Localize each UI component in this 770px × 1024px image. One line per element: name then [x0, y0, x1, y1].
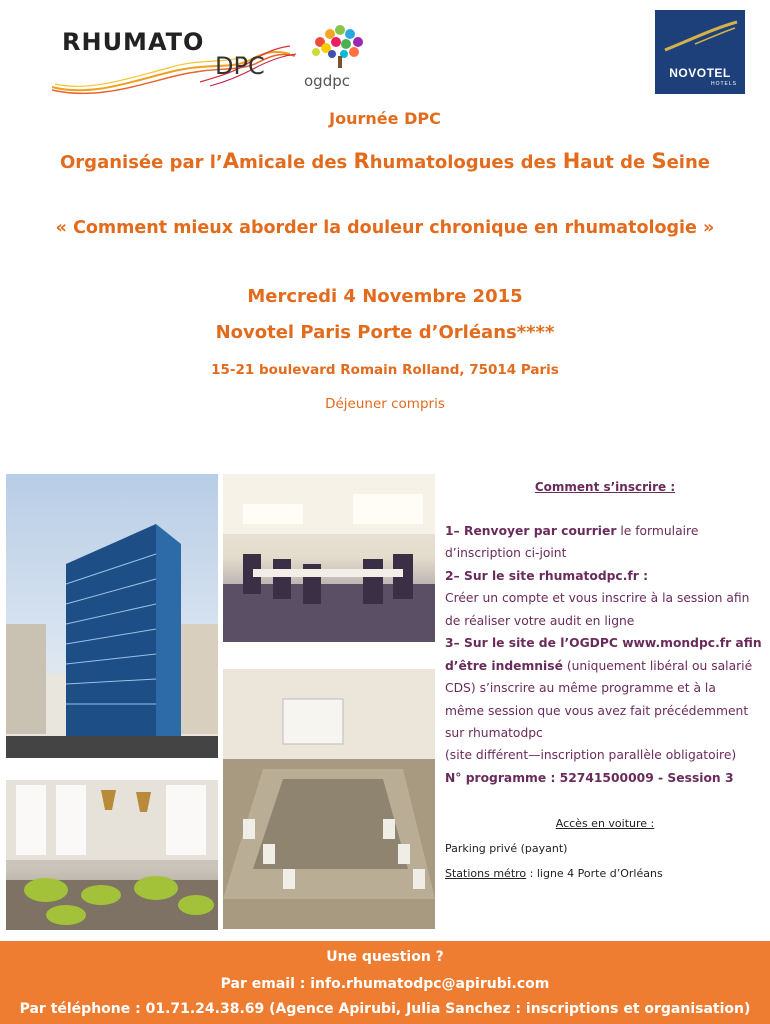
hotel-exterior-photo [6, 474, 218, 758]
registration-step-3-line4: même session que vous avez fait précédemment [445, 704, 749, 718]
ogdpc-label: ogdpc [304, 72, 350, 90]
registration-step-3-line3: CDS) s’inscrire au même programme et à la [445, 681, 716, 695]
rhumato-dpc-logo [50, 22, 300, 92]
access-heading: Accès en voiture : [555, 817, 655, 830]
registration-step-2: 2– Sur le site rhumatodpc.fr : [445, 569, 649, 583]
event-type: Journée DPC [329, 109, 441, 128]
novotel-hotels-label: HOTELS [710, 81, 737, 87]
ogdpc-logo [300, 22, 380, 100]
registration-step-3-line5: sur rhumatodpc [445, 726, 543, 740]
meeting-room-photo [223, 669, 435, 929]
registration-step-3: 3– Sur le site de l’OGDPC www.mondpc.fr afin [445, 636, 762, 650]
registration-step-1-line2: d’inscription ci-joint [445, 546, 567, 560]
lunch-note: Déjeuner compris [325, 396, 445, 412]
rhumato-dpc-label: DPC [215, 52, 265, 80]
event-date: Mercredi 4 Novembre 2015 [247, 286, 523, 307]
ogdpc-tree-icon [300, 22, 380, 72]
organizer-line: Organisée par l’Amicale des Rhumatologues des Haut de Seine [60, 149, 710, 173]
footer-phone[interactable]: Par téléphone : 01.71.24.38.69 (Agence Apirubi, Julia Sanchez : inscriptions et organisation) [19, 1001, 751, 1017]
rhumato-title: RHUMATO [62, 28, 205, 56]
footer-email[interactable]: Par email : info.rhumatodpc@apirubi.com [220, 976, 550, 992]
novotel-swoosh-icon [655, 10, 745, 66]
footer-question: Une question ? [326, 949, 444, 965]
registration-step-3-line6: (site différent—inscription parallèle obligatoire) [445, 748, 737, 762]
registration-step-2-line1: Créer un compte et vous inscrire à la session afin [445, 591, 750, 605]
parking-info: Parking privé (payant) [445, 842, 568, 855]
novotel-label: NOVOTEL [669, 66, 731, 80]
event-venue: Novotel Paris Porte d’Orléans**** [215, 322, 555, 343]
novotel-logo [655, 10, 745, 94]
contact-footer [0, 941, 770, 1024]
restaurant-photo [223, 474, 435, 642]
programme-number: N° programme : 52741500009 - Session 3 [445, 771, 734, 785]
registration-step-2-line2: de réaliser votre audit en ligne [445, 614, 635, 628]
event-address: 15-21 boulevard Romain Rolland, 75014 Paris [211, 362, 559, 378]
registration-step-1: 1– Renvoyer par courrier le formulaire [445, 524, 699, 538]
event-title: « Comment mieux aborder la douleur chronique en rhumatologie » [55, 218, 715, 238]
registration-step-3-line2: d’être indemnisé (uniquement libéral ou salarié [445, 659, 753, 673]
lounge-photo [6, 780, 218, 930]
registration-heading: Comment s’inscrire : [534, 480, 676, 494]
metro-info: Stations métro : ligne 4 Porte d’Orléans [445, 867, 663, 880]
